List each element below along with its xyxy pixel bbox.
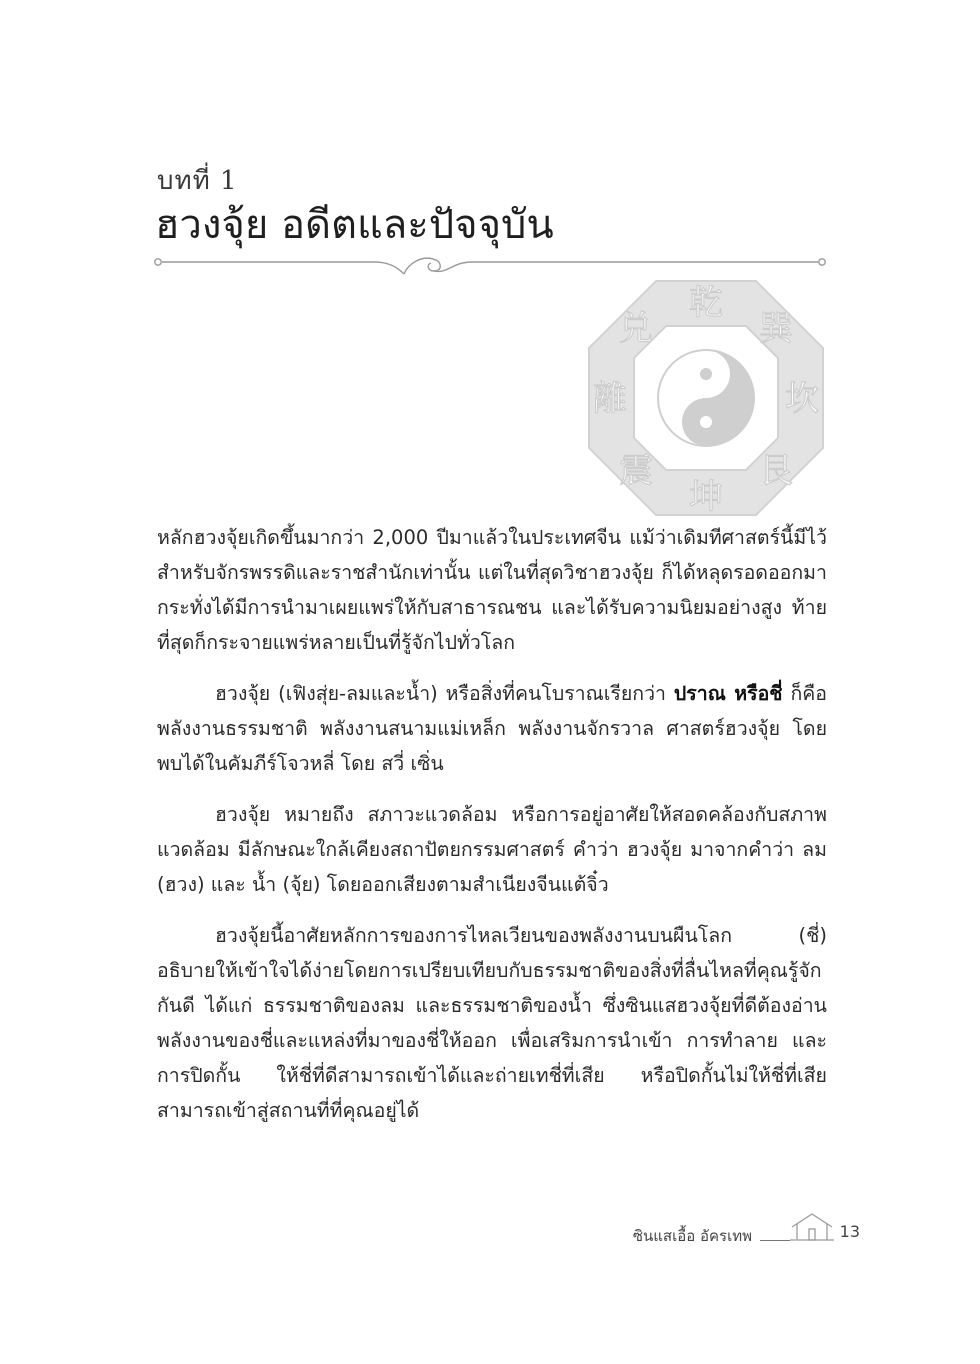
bagua-yin-yang-icon <box>586 278 826 518</box>
paragraph-2-end: ก็คือพลังงานธรรมชาติ พลังงานสนามแม่เหล็ก พลังงานจักรวาล ศาสตร์ฮวงจุ้ย โดยพบได้ในคัมภีร์โจวหลี่ โดย สวี่ เซิ่น <box>157 682 828 775</box>
footer-rule <box>760 1240 790 1241</box>
trigram-li: 離 <box>593 379 627 419</box>
paragraph-3: ฮวงจุ้ย หมายถึง สภาวะแวดล้อม หรือการอยู่อาศัยให้สอดคล้องกับสภาพแวดล้อม มีลักษณะใกล้เคียงสถาปัตยกรรมศาสตร์ คำว่า ฮวงจุ้ย มาจากคำว่า ลม (ฮวง) และ น้ำ (จุ้ย) โดยออกเสียงตามสำเนียงจีนแต้จิ๋ว <box>157 803 827 896</box>
trigram-qian: 乾 <box>689 283 723 323</box>
trigram-xun: 巽 <box>759 309 793 349</box>
house-icon <box>790 1210 834 1244</box>
trigram-kun: 坤 <box>689 477 723 517</box>
chapter-label: บทที่ 1 <box>157 166 238 196</box>
chapter-title: ฮวงจุ้ย อดีตและปัจจุบัน <box>155 202 554 248</box>
trigram-kan: 坎 <box>785 379 819 419</box>
paragraph-2-start: ฮวงจุ้ย (เฟิงสุ่ย-ลมและน้ำ) หรือสิ่งที่คนโบราณเรียกว่า <box>215 682 674 705</box>
trigram-gen: 艮 <box>759 451 793 491</box>
paragraph-1: หลักฮวงจุ้ยเกิดขึ้นมากว่า 2,000 ปีมาแล้วในประเทศจีน แม้ว่าเดิมทีศาสตร์นี้มีไว้สำหรับจักรพรรดิและราชสำนักเท่านั้น แต่ในที่สุดวิชาฮวงจุ้ย ก็ได้หลุดรอดออกมา กระทั่งได้มีการนำมาเผยแพร่ให้กับสาธารณชน และได้รับความนิยมอย่างสูง ท้ายที่สุดก็กระจายแพร่หลายเป็นที่รู้จักไปทั่วโลก <box>157 526 827 654</box>
paragraph-2-bold-term: ปราณ หรือชี่ <box>673 682 783 705</box>
footer-author: ซินแสเอื้อ อัครเทพ <box>632 1227 752 1245</box>
paragraph-4: ฮวงจุ้ยนี้อาศัยหลักการของการไหลเวียนของพลังงานบนผืนโลก (ชี่) อธิบายให้เข้าใจได้ง่ายโดยการเปรียบเทียบกับธรรมชาติของสิ่งที่ลื่นไหลที่คุณรู้จักกันดี ได้แก่ ธรรมชาติของลม และธรรมชาติของน้ำ ซึ่งซินแสฮวงจุ้ยที่ดีต้องอ่านพลังงานของชี่และแหล่งที่มาของชี่ให้ออก เพื่อเสริมการนำเข้า การทำลาย และการปิดกั้น ให้ชี่ที่ดีสามารถเข้าได้และถ่ายเทชี่ที่เสีย หรือปิดกั้นไม่ให้ชี่ที่เสียสามารถเข้าสู่สถานที่ที่คุณอยู่ได้ <box>157 924 827 1122</box>
page-number: 13 <box>839 1222 860 1241</box>
trigram-dui: 兑 <box>619 309 653 349</box>
page-footer <box>600 1208 860 1248</box>
body-text <box>157 520 827 1144</box>
trigram-zhen: 震 <box>619 451 653 491</box>
paragraph-2 <box>157 676 827 781</box>
divider-ornament <box>152 244 828 280</box>
